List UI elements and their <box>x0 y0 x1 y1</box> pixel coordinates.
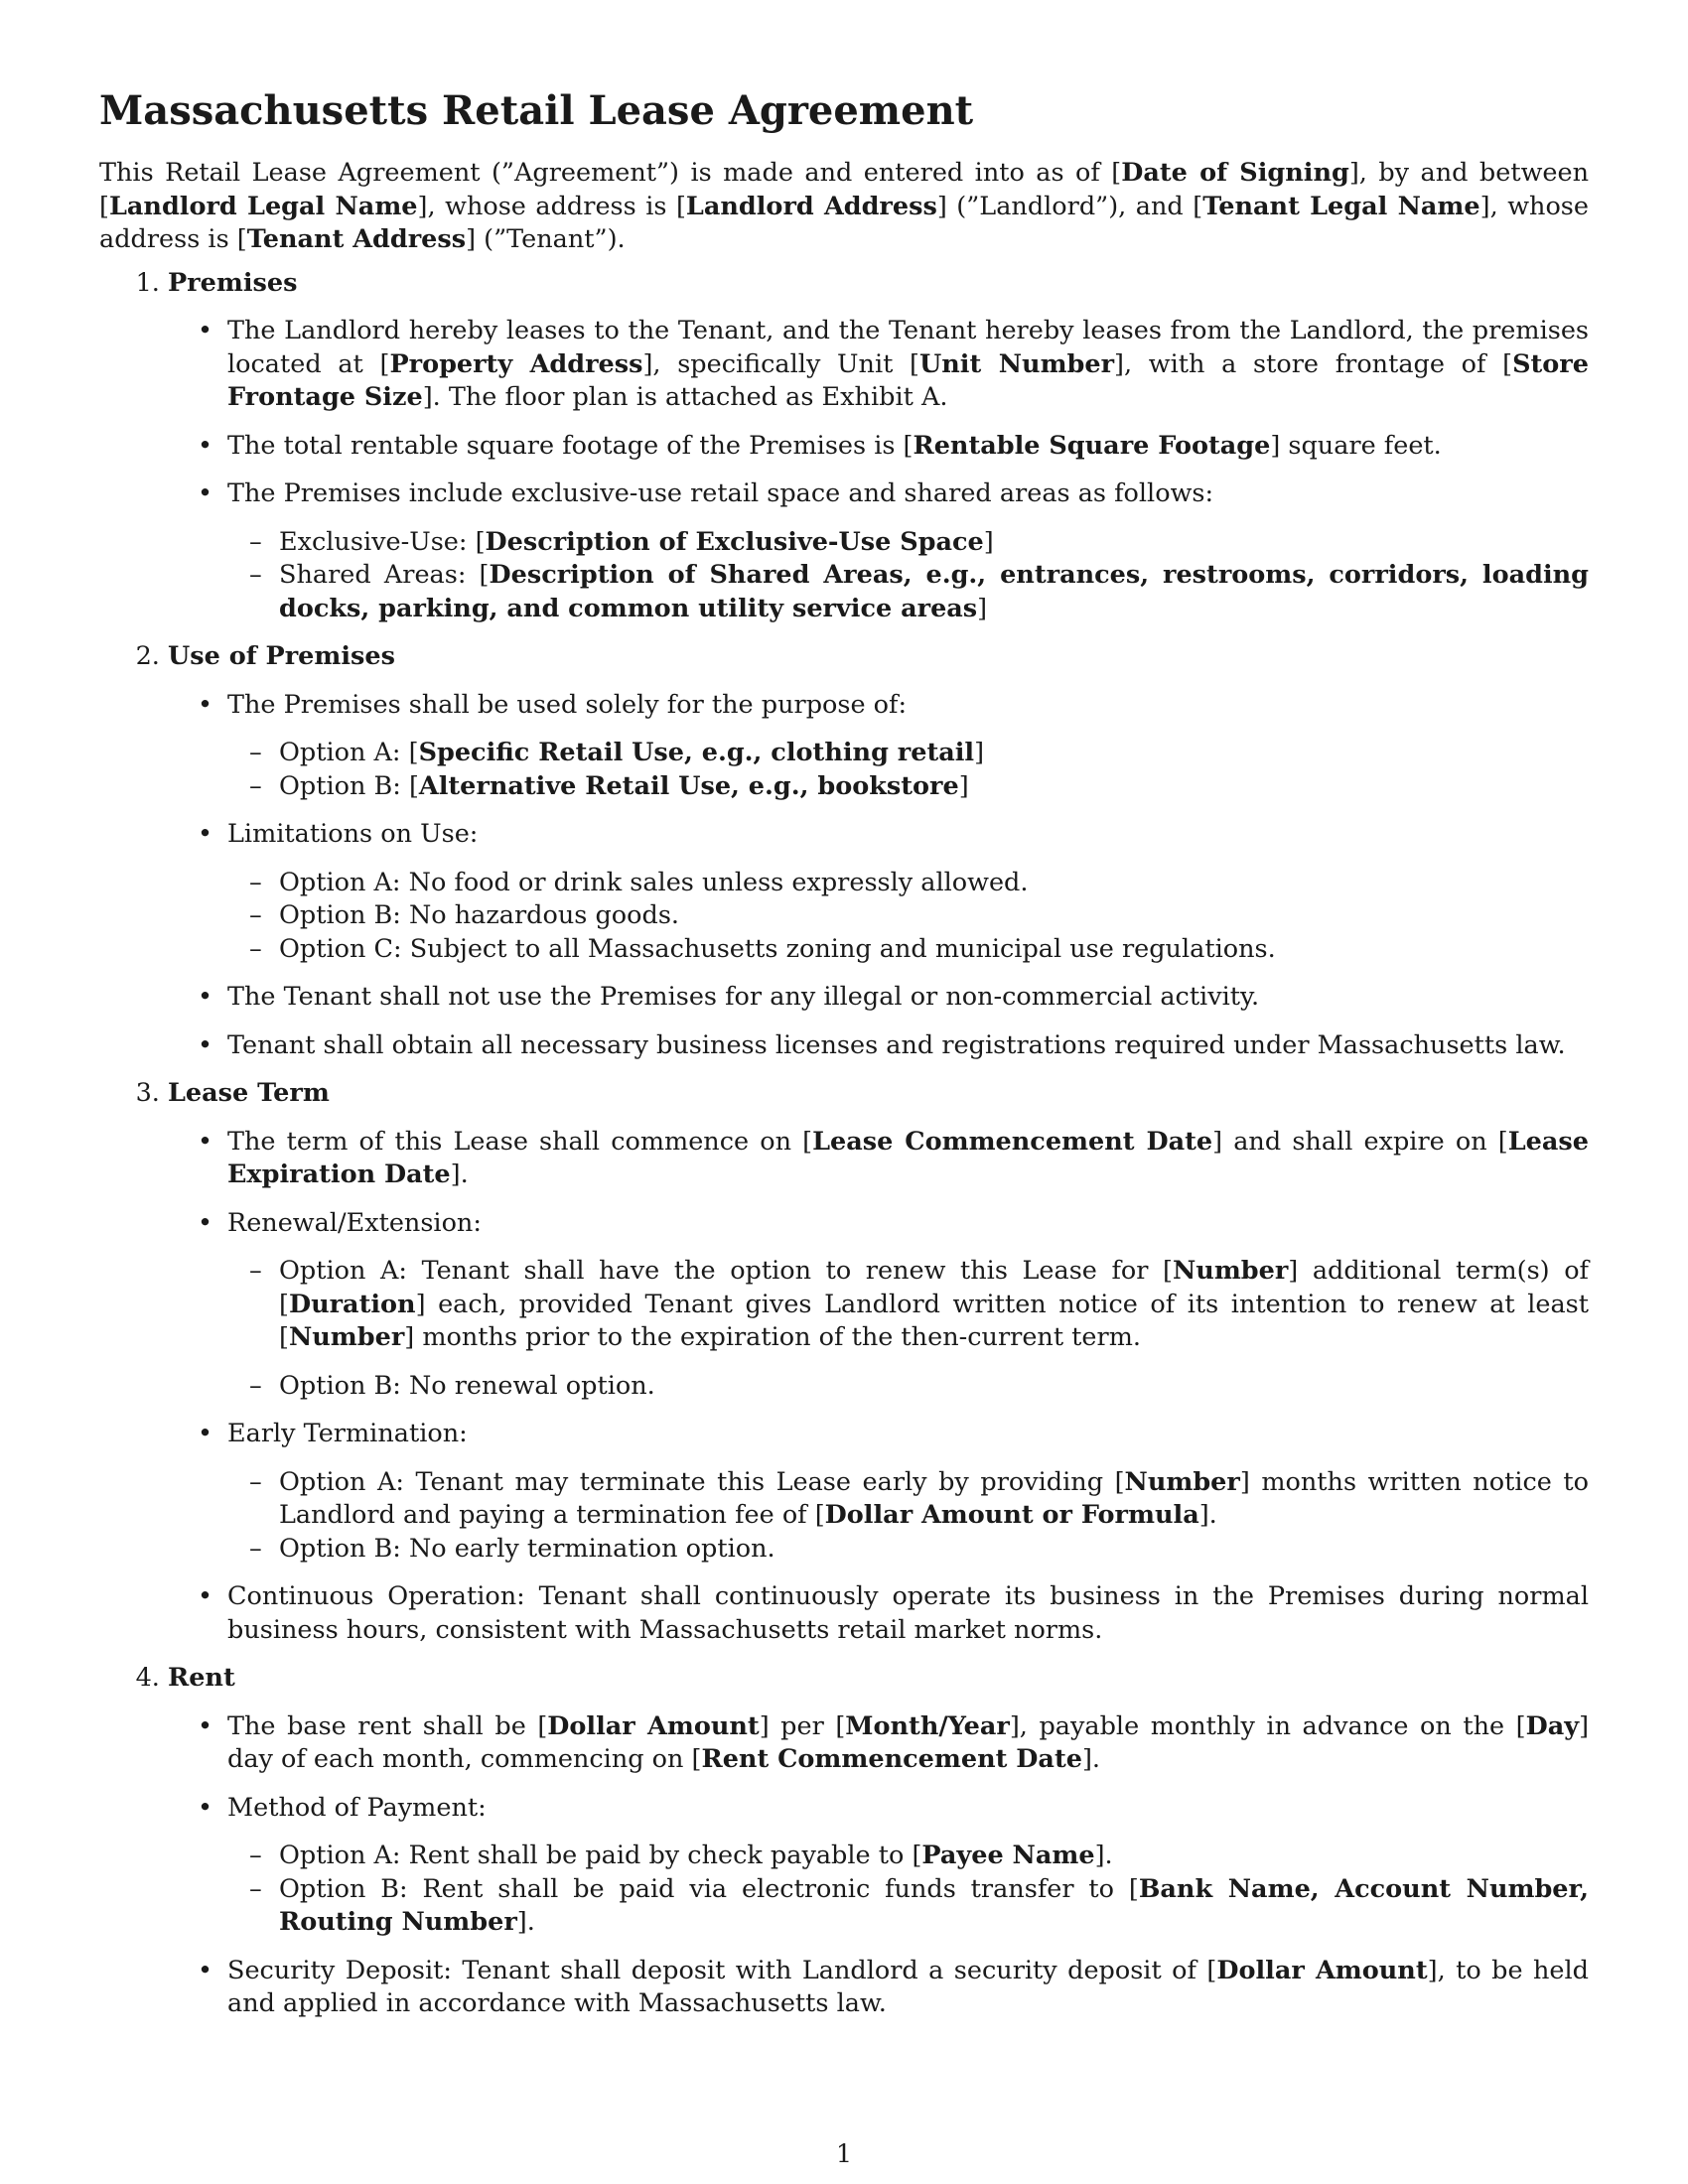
sub-item <box>279 526 1589 560</box>
list-item <box>227 315 1589 415</box>
clause-text: ] <box>983 526 994 557</box>
clause-text: ], payable monthly in advance on the [ <box>1009 1710 1526 1741</box>
list-item <box>227 1710 1589 1777</box>
sub-list <box>227 867 1589 967</box>
clause-text: Option A: Tenant shall have the option to renew this Lease for [ <box>279 1256 1173 1286</box>
clause-text: Option A: [ <box>279 738 419 767</box>
section-lease-term <box>168 1077 1589 1647</box>
clause-text: ], to be held and applied in accordance with Massachusetts law. <box>227 1955 1589 2018</box>
section-title: 3. Lease Term <box>168 1078 330 1108</box>
clause-text: ] <box>977 593 988 623</box>
list-item <box>227 818 1589 966</box>
placeholder-tenant-address: Tenant Address <box>246 224 467 254</box>
placeholder-field: Description of Exclusive-Use Space <box>485 526 984 557</box>
list-item <box>227 1207 1589 1404</box>
placeholder-field: Lease Expiration Date <box>227 1126 1589 1189</box>
list-item: • The Tenant shall not use the Premises for any illegal or non-commercial activity. <box>227 981 1589 1015</box>
placeholder-field: Specific Retail Use, e.g., clothing retail <box>418 738 975 767</box>
clause-text: ] <box>974 738 985 767</box>
intro-text: ] (”Landlord”), and [ <box>936 191 1203 221</box>
placeholder-field: Number <box>1124 1466 1240 1497</box>
sub-item <box>279 559 1589 625</box>
bullet-list <box>168 1710 1589 2021</box>
clause-text: ] additional term(s) of [ <box>279 1256 1589 1319</box>
list-item <box>227 1792 1589 1940</box>
page-number: 1 <box>835 2139 853 2169</box>
clause-text: ]. <box>1081 1744 1101 1774</box>
placeholder-field: Store Frontage Size <box>227 348 1589 412</box>
placeholder-field: Lease Commencement Date <box>812 1126 1213 1157</box>
sub-list <box>227 526 1589 626</box>
clause-text: Option A: Tenant may terminate this Lease early by providing [ <box>279 1466 1125 1497</box>
clause-text: The Landlord hereby leases to the Tenant, and the Tenant hereby leases from the Landlord, the premises located at [ <box>227 316 1589 379</box>
document-title: Massachusetts Retail Lease Agreement <box>99 87 974 134</box>
section-premises <box>168 267 1589 626</box>
placeholder-landlord-address: Landlord Address <box>685 191 937 221</box>
list-item: • Continuous Operation: Tenant shall continuously operate its business in the Premises during normal business hours, consistent with Massachusetts retail market norms. <box>227 1580 1589 1647</box>
sub-item: – Option B: No early termination option. <box>279 1533 1589 1567</box>
placeholder-field: Number <box>1172 1256 1289 1286</box>
placeholder-field: Number <box>288 1322 405 1352</box>
list-item: • Tenant shall obtain all necessary business licenses and registrations required under Massachusetts law. <box>227 1029 1589 1063</box>
sub-item <box>279 770 1589 804</box>
list-item <box>227 689 1589 804</box>
clause-text: ] <box>958 770 969 801</box>
sub-item <box>279 1255 1589 1355</box>
placeholder-field: Unit Number <box>919 348 1115 379</box>
placeholder-field: Rentable Square Footage <box>913 430 1271 461</box>
clause-text: Option B: [ <box>279 770 419 801</box>
clause-text: The base rent shall be [ <box>227 1710 548 1741</box>
clause-text: The term of this Lease shall commence on [ <box>227 1126 813 1157</box>
sub-item: – Option B: No hazardous goods. <box>279 899 1589 933</box>
clause-text: ]. <box>516 1907 535 1937</box>
sub-item: – Option C: Subject to all Massachusetts zoning and municipal use regulations. <box>279 933 1589 967</box>
sub-list <box>227 1466 1589 1567</box>
section-use-of-premises <box>168 640 1589 1062</box>
placeholder-date-of-signing: Date of Signing <box>1121 158 1349 188</box>
sub-item: – Option A: No food or drink sales unless expressly allowed. <box>279 867 1589 900</box>
sub-item <box>279 737 1589 770</box>
clause-text: ]. <box>450 1160 469 1189</box>
clause-text: ] and shall expire on [ <box>1212 1126 1508 1157</box>
placeholder-field: Rent Commencement Date <box>701 1744 1082 1774</box>
clause-text: Renewal/Extension: <box>227 1207 482 1238</box>
clause-text: ] each, provided Tenant gives Landlord written notice of its intention to renew at least [ <box>279 1289 1589 1352</box>
list-item <box>227 1126 1589 1192</box>
placeholder-field: Alternative Retail Use, e.g., bookstore <box>418 770 959 801</box>
clause-text: ]. <box>1094 1841 1113 1870</box>
clause-text: The Premises include exclusive-use retail space and shared areas as follows: <box>227 478 1214 508</box>
clause-text: Option B: Rent shall be paid via electronic funds transfer to [ <box>279 1873 1139 1904</box>
placeholder-field: Description of Shared Areas, e.g., entrances, restrooms, corridors, loading docks, parking, and common utility service areas <box>279 560 1590 623</box>
clause-text: ] months prior to the expiration of the then-current term. <box>404 1322 1141 1352</box>
intro-paragraph <box>99 157 1589 257</box>
intro-text: ], by and between [ <box>99 158 1589 221</box>
placeholder-tenant-name: Tenant Legal Name <box>1202 191 1480 221</box>
sub-list <box>227 1840 1589 1940</box>
sub-item: – Option B: No renewal option. <box>279 1370 1589 1404</box>
clause-text: ] months written notice to Landlord and paying a termination fee of [ <box>279 1466 1589 1530</box>
placeholder-field: Month/Year <box>845 1710 1010 1741</box>
clause-text: ] square feet. <box>1270 430 1442 461</box>
list-item <box>227 1955 1589 2021</box>
placeholder-field: Property Address <box>389 348 643 379</box>
clause-text: ] day of each month, commencing on [ <box>227 1710 1590 1774</box>
list-item <box>227 430 1589 464</box>
sub-list <box>227 1255 1589 1403</box>
clause-text: Early Termination: <box>227 1419 468 1448</box>
clause-text: ]. The floor plan is attached as Exhibit A. <box>422 382 948 412</box>
clause-text: Method of Payment: <box>227 1792 487 1823</box>
bullet-list <box>168 315 1589 625</box>
intro-text: ], whose address is [ <box>99 191 1589 254</box>
section-title: 1. Premises <box>168 267 298 298</box>
clause-text: The Premises shall be used solely for the purpose of: <box>227 689 908 720</box>
placeholder-field: Dollar Amount <box>547 1710 760 1741</box>
clause-text: Limitations on Use: <box>227 819 479 849</box>
placeholder-field: Bank Name, Account Number, Routing Number <box>279 1873 1589 1937</box>
intro-text: This Retail Lease Agreement (”Agreement”) is made and entered into as of [ <box>99 158 1122 188</box>
sub-item <box>279 1840 1589 1873</box>
placeholder-field: Payee Name <box>921 1841 1095 1870</box>
placeholder-field: Dollar Amount or Formula <box>824 1500 1199 1530</box>
section-title: 2. Use of Premises <box>168 641 395 671</box>
list-item <box>227 478 1589 625</box>
placeholder-landlord-name: Landlord Legal Name <box>108 191 418 221</box>
sub-item <box>279 1873 1589 1940</box>
placeholder-field: Dollar Amount <box>1216 1955 1428 1985</box>
bullet-list <box>168 689 1589 1063</box>
list-item <box>227 1418 1589 1566</box>
clause-text: ] per [ <box>759 1710 846 1741</box>
clause-text: Shared Areas: [ <box>279 560 490 590</box>
clause-text: The total rentable square footage of the Premises is [ <box>227 430 914 461</box>
clause-text: Security Deposit: Tenant shall deposit with Landlord a security deposit of [ <box>227 1955 1217 1985</box>
intro-text: ], whose address is [ <box>417 191 686 221</box>
sections-list <box>99 267 1589 2021</box>
sub-item <box>279 1466 1589 1533</box>
bullet-list <box>168 1126 1589 1648</box>
document-page <box>99 87 1589 2036</box>
intro-text: ] (”Tenant”). <box>466 224 626 254</box>
sub-list <box>227 737 1589 803</box>
section-title: 4. Rent <box>168 1663 235 1693</box>
placeholder-field: Day <box>1525 1710 1580 1741</box>
clause-text: ]. <box>1198 1500 1217 1530</box>
section-rent <box>168 1662 1589 2021</box>
clause-text: Exclusive-Use: [ <box>279 526 486 557</box>
placeholder-field: Duration <box>288 1289 416 1319</box>
clause-text: ], with a store frontage of [ <box>1114 348 1513 379</box>
clause-text: ], specifically Unit [ <box>642 348 920 379</box>
clause-text: Option A: Rent shall be paid by check payable to [ <box>279 1841 922 1870</box>
